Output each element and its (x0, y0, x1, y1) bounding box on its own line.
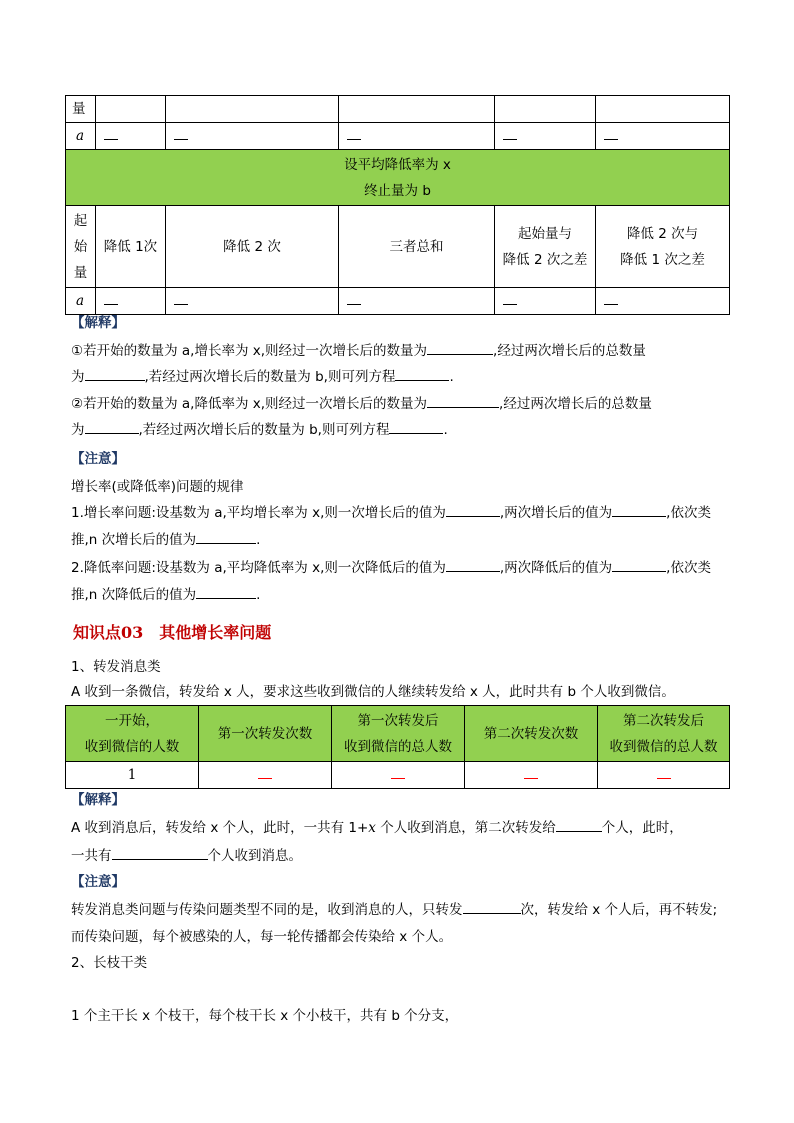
text: 推,n 次降低后的值为 (71, 587, 197, 603)
text: 为 (71, 369, 85, 385)
table-row (66, 206, 730, 288)
text: ,若经过两次增长后的数量为 b,则可列方程 (144, 369, 396, 385)
header-line: 收到微信的人数 (84, 738, 180, 755)
header-line: 一开始， (105, 712, 159, 729)
answer-blank[interactable] (85, 366, 145, 381)
text: x (368, 820, 376, 836)
table-cell (495, 96, 596, 123)
answer-blank[interactable] (96, 123, 166, 150)
answer-blank[interactable] (556, 817, 602, 832)
answer-blank[interactable] (495, 288, 596, 315)
text: 2.降低率问题:设基数为 a,平均降低率为 x,则一次降低后的值为 (71, 560, 446, 576)
answer-blank[interactable] (446, 557, 500, 572)
header-diff-start (495, 206, 596, 288)
answer-blank[interactable] (427, 340, 493, 355)
text: . (256, 587, 261, 603)
rule-title: 增长率(或降低率)问题的规律 (71, 479, 244, 495)
explanation-line (71, 816, 683, 836)
rule-line (71, 528, 260, 548)
text: ,若经过两次增长后的数量为 b,则可列方程 (138, 422, 390, 438)
text: ,经过两次增长后的总数量 (499, 396, 652, 412)
subsection-title: 2、长枝干类 (71, 955, 148, 971)
answer-blank[interactable] (166, 288, 339, 315)
rule-line (71, 556, 711, 576)
rule-line (71, 501, 711, 521)
header-line: 降低 2 次之差 (502, 251, 588, 268)
text: 次，转发给 x 个人后，再不转发; (520, 902, 718, 918)
note-line: 而传染问题，每个被感染的人，每一轮传播都会传染给 x 个人。 (71, 929, 453, 945)
table-cell: 量 (66, 96, 96, 123)
table-cell (596, 96, 730, 123)
explanation-line (71, 392, 652, 412)
text: ,两次增长后的值为 (499, 505, 613, 521)
answer-blank[interactable] (612, 502, 666, 517)
table-cell: 1 (66, 762, 199, 789)
table-row (66, 762, 730, 789)
answer-blank[interactable] (85, 419, 139, 434)
table-header-row (66, 706, 730, 762)
answer-blank[interactable] (196, 529, 256, 544)
rule-line (71, 583, 260, 603)
header-after-second (598, 706, 730, 762)
explanation-line (71, 339, 646, 359)
text: ②若开始的数量为 a,降低率为 x,则经过一次增长后的数量为 (71, 396, 428, 412)
header-char: 始 (73, 238, 88, 255)
explanation-line (71, 418, 448, 438)
table-row (66, 123, 730, 150)
merged-header (66, 150, 730, 206)
merged-line: 设平均降低率为 x (344, 156, 451, 173)
answer-blank[interactable] (463, 899, 521, 914)
explanation-tag: 【解释】 (71, 315, 125, 331)
header-line: 第一次转发后 (357, 712, 439, 729)
merged-line: 终止量为 b (364, 182, 431, 199)
answer-blank[interactable] (465, 762, 598, 789)
answer-blank[interactable] (596, 288, 730, 315)
header-first-forward (199, 706, 332, 762)
header-line: 收到微信的总人数 (609, 738, 718, 755)
answer-blank[interactable] (389, 419, 443, 434)
section-heading: 知识点03 其他增长率问题 (73, 623, 272, 642)
text: ,经过两次增长后的总数量 (493, 343, 646, 359)
text: A 收到消息后，转发给 x 个人，此时，一共有 1+ (71, 820, 369, 836)
header-line: 第二次转发次数 (483, 725, 579, 742)
header-char: 量 (73, 264, 88, 281)
header-reduce-once: 降低 1次 (96, 206, 166, 288)
answer-blank[interactable] (196, 584, 256, 599)
text: . (443, 422, 448, 438)
text: 1.增长率问题:设基数为 a,平均增长率为 x,则一次增长后的值为 (71, 505, 446, 521)
answer-blank[interactable] (495, 123, 596, 150)
header-char: 起 (73, 212, 88, 229)
table-cell (339, 96, 495, 123)
header-sum: 三者总和 (339, 206, 495, 288)
text: . (449, 369, 454, 385)
table-cell: a (66, 288, 96, 315)
table-cell: a (66, 123, 96, 150)
header-initial-count (66, 706, 199, 762)
header-line: 第一次转发次数 (217, 725, 313, 742)
text: . (256, 532, 261, 548)
note-line (71, 898, 717, 918)
header-second-forward (465, 706, 598, 762)
text: ,两次降低后的值为 (499, 560, 613, 576)
text: 一共有 (71, 848, 112, 864)
header-line: 第二次转发后 (623, 712, 704, 729)
answer-blank[interactable] (112, 845, 208, 860)
table-forwarding (65, 705, 730, 789)
subsection-title: 1、转发消息类 (71, 659, 161, 675)
note-tag: 【注意】 (71, 874, 125, 890)
text: ,依次类 (666, 505, 711, 521)
table-row (66, 288, 730, 315)
text: 转发消息类问题与传染问题类型不同的是，收到消息的人，只转发 (71, 902, 463, 918)
explanation-line (71, 365, 454, 385)
text: 个人收到消息，第二次转发给 (375, 820, 556, 836)
header-line: 起始量与 (518, 225, 572, 242)
answer-blank[interactable] (339, 123, 495, 150)
answer-blank[interactable] (339, 288, 495, 315)
table-row (66, 96, 730, 123)
header-after-first (332, 706, 465, 762)
answer-blank[interactable] (598, 762, 730, 789)
text: 推,n 次增长后的值为 (71, 532, 197, 548)
answer-blank[interactable] (332, 762, 465, 789)
answer-blank[interactable] (395, 366, 449, 381)
answer-blank[interactable] (612, 557, 666, 572)
answer-blank[interactable] (446, 502, 500, 517)
text: 为 (71, 422, 85, 438)
note-tag: 【注意】 (71, 451, 125, 467)
header-line: 降低 1 次之差 (620, 251, 705, 268)
table-reduction-rate (65, 95, 730, 315)
text: ①若开始的数量为 a,增长率为 x,则经过一次增长后的数量为 (71, 343, 428, 359)
problem-description: A 收到一条微信，转发给 x 人，要求这些收到微信的人继续转发给 x 人，此时共有 b 个人收到微信。 (71, 684, 675, 700)
answer-blank[interactable] (427, 393, 499, 408)
table-cell (96, 96, 166, 123)
table-cell (166, 96, 339, 123)
table-row (66, 150, 730, 206)
header-reduce-twice: 降低 2 次 (166, 206, 339, 288)
answer-blank[interactable] (199, 762, 332, 789)
problem-description: 1 个主干长 x 个枝干，每个枝干长 x 个小枝干，共有 b 个分支， (71, 1008, 459, 1024)
answer-blank[interactable] (596, 123, 730, 150)
text: 个人，此时， (601, 820, 683, 836)
answer-blank[interactable] (166, 123, 339, 150)
header-line: 降低 2 次与 (626, 225, 699, 242)
header-line: 收到微信的总人数 (344, 738, 452, 755)
text: 个人收到消息。 (207, 848, 302, 864)
text: ,依次类 (666, 560, 711, 576)
explanation-line (71, 844, 302, 864)
header-diff-twice-once (596, 206, 730, 288)
explanation-tag: 【解释】 (71, 792, 125, 808)
header-start-amount (66, 206, 96, 288)
